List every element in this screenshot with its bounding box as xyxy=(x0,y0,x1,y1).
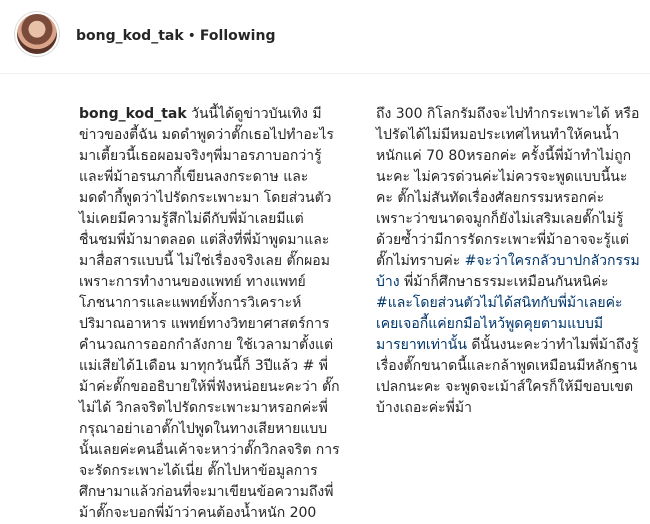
following-button[interactable]: Following xyxy=(199,28,276,44)
caption-text-right-3: ดีนั้นงนะคะว่าทำไมพี่ม้าถึงรู้เรื่องตั๊กขนาดนี้และกล้าพูดเหมือนมีหลักฐานเปลกนะคะ จะพูดจะเม้าส์ใครก็ให้มีขอบเขตบ้างเถอะค่ะพี่ม้า xyxy=(376,337,639,416)
caption-text-right-1: ถึง 300 กิโลกรัมถึงจะไปทำกระเพาะได้ หรือไปรัดได้ไม่มีหมอประเทศไหนทำให้คนน้ำหนักแค่ 70 80หรอกค่ะ ครั้งนี้พี่ม้าทำไม่ถูกนะคะ ไม่ควรด่วนค่ะไม่ควรจะพูดแบบนี้นะคะ ตั๊กไม่สันทัดเรื่องศัลยกรรมหรอกค่ะ เพราะว่าขนาดจมูกก็ยังไม่เสริมเลยตั๊กไม่รู้ด้วยซ้ำว่ามีการรัดกระเพาะพี่ม้าอาจจะรู้แต่ตั๊กไม่ทราบค่ะ xyxy=(376,106,640,269)
username-link[interactable]: bong_kod_tak xyxy=(76,28,184,44)
caption-block xyxy=(0,84,650,521)
caption-text-left: วันนี้ได้ดูข่าวบันเทิง มีข่าวของตี้ฉัน มดดำพูดว่าตั๊กเธอไปทำอะไรมาเตี้ยวนี้เธอผอมจริงๆพี่มาอรภาบอกว่ารู้ และพี่ม้าอรนภากี้เขียนลงกระดาษ และมดดำกี้พูดว่าไปรัดกระเพาะมา โดยส่วนตัวไม่เคยมีความรู้สึกไม่ดีกับพี่ม้าเลยมีแต่ชื่นชมพี่ม้ามาตลอด แต่สิ่งที่พี่ม้าพูดมาและมาสื่อสารแบบนี้ ไม่ใช่เรื่องจริงเลย ตั๊กผอมเพราะการทำงานของแพทย์ ทางแพทย์โภชนาการและแพทย์ทั้งการวิเคราะห์ปริมาณอาหาร แพทย์ทางวิทยาศาสตร์การคำนวณการออกกำลังกาย ใช้เวลามาตั้งแต่แม่เสียได้1เดือน มาทุกวันนี้ก็ 3ปีแล้ว # พี่ม้าค่ะตั๊กขออธิบายให้พี่ฟังหน่อยนะคะว่า ตั๊กไม่ได้ วิกลจริตไปรัดกระเพาะมาหรอกค่ะพี่กรุณาอย่าเอาตั๊กไปพูดในทางเสียหายแบบนั้นเลยค่ะคนอื่นเค้าจะหาว่าตั๊กวิกลจริต การจะรัดกระเพาะได้เนี่ย ตั๊กไปหาข้อมูลการศึกษามาแล้วก่อนที่จะมาเขียนข้อความถึงพี่ม้าตั๊กจะบอกพี่ม้าว่าคนต้องน้ำหนัก 200 xyxy=(79,106,340,521)
caption-paragraph-right xyxy=(376,104,640,419)
caption-column-left xyxy=(79,104,341,524)
separator-dot: • xyxy=(187,28,196,44)
caption-author-link[interactable]: bong_kod_tak xyxy=(79,106,187,122)
hashtag-link[interactable]: #และโดยส่วนตัวไม่ได้สนิทกับพี่ม้าเลยค่ะเคยเจอกี้แค่ยกมือไหว้พูดคุยตามแบบมีมารยาทเท่านั้น xyxy=(376,295,623,353)
post-header xyxy=(0,0,650,74)
caption-text-right-2: พี่ม้าก็ศึกษาธรรมะเหมือนกันหนิค่ะ xyxy=(399,274,614,290)
caption-paragraph-left xyxy=(79,104,341,524)
caption-column-right xyxy=(376,104,640,419)
avatar[interactable] xyxy=(17,14,57,54)
header-text xyxy=(76,27,275,45)
hashtag-link[interactable]: #จะว่าใครกลัวบาปกลัวกรรมบ้าง xyxy=(376,253,640,290)
